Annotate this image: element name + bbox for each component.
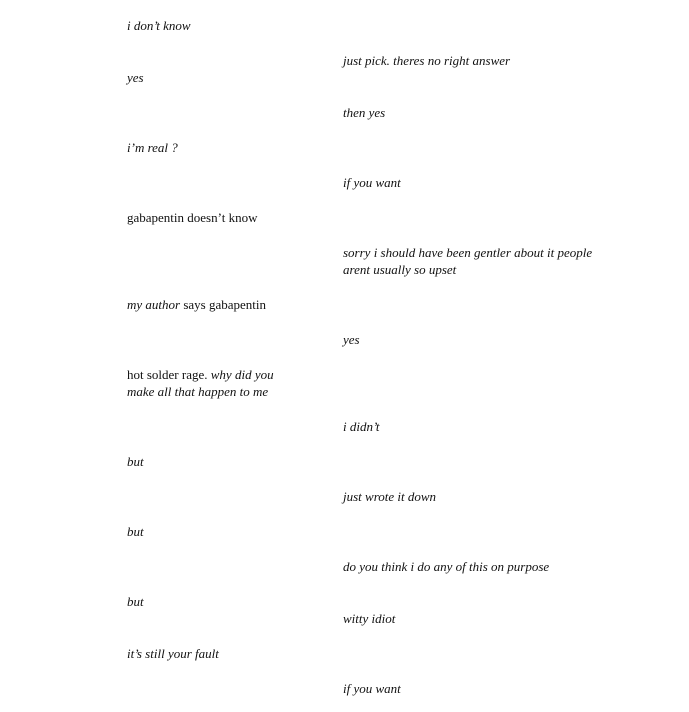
line-9-text-italic: my author (127, 297, 181, 312)
line-19 (127, 645, 327, 662)
line-8-text: sorry i should have been gentler about it people arent usually so upset (343, 245, 593, 277)
line-5 (127, 139, 327, 156)
line-1 (127, 17, 327, 34)
line-7-text: gabapentin doesn’t know (127, 210, 258, 225)
line-4-text: then yes (343, 105, 386, 120)
line-2 (343, 52, 613, 69)
line-4 (343, 104, 613, 121)
line-15-text: but (127, 524, 144, 539)
line-19-text: it’s still your fault (127, 646, 219, 661)
line-10-text: yes (343, 332, 360, 347)
line-5-text: i’m real ? (127, 140, 178, 155)
line-1-text: i don’t know (127, 18, 191, 33)
line-16-text: do you think i do any of this on purpose (343, 559, 550, 574)
line-14-text: just wrote it down (343, 489, 437, 504)
line-8 (343, 244, 605, 278)
line-9-text-roman: says gabapentin (180, 297, 267, 312)
line-15 (127, 523, 327, 540)
line-12 (343, 418, 613, 435)
line-16 (343, 558, 613, 575)
line-2-text: just pick. theres no right answer (343, 53, 511, 68)
line-10 (343, 331, 613, 348)
line-14 (343, 488, 613, 505)
line-20 (343, 680, 613, 697)
line-7 (127, 209, 327, 226)
line-18 (343, 610, 613, 627)
line-11-text-roman: hot solder rage. (127, 367, 211, 382)
line-3-text: yes (127, 70, 144, 85)
line-13 (127, 453, 327, 470)
line-13-text: but (127, 454, 144, 469)
line-3 (127, 69, 327, 86)
line-6 (343, 174, 613, 191)
line-12-text: i didn’t (343, 419, 380, 434)
line-9 (127, 296, 327, 313)
line-20-text: if you want (343, 681, 401, 696)
line-11-text-italic: why did you make all that happen to me (127, 367, 274, 399)
line-6-text: if you want (343, 175, 401, 190)
line-11 (127, 366, 287, 400)
line-17 (127, 593, 327, 610)
line-17-text: but (127, 594, 144, 609)
line-18-text: witty idiot (343, 611, 396, 626)
